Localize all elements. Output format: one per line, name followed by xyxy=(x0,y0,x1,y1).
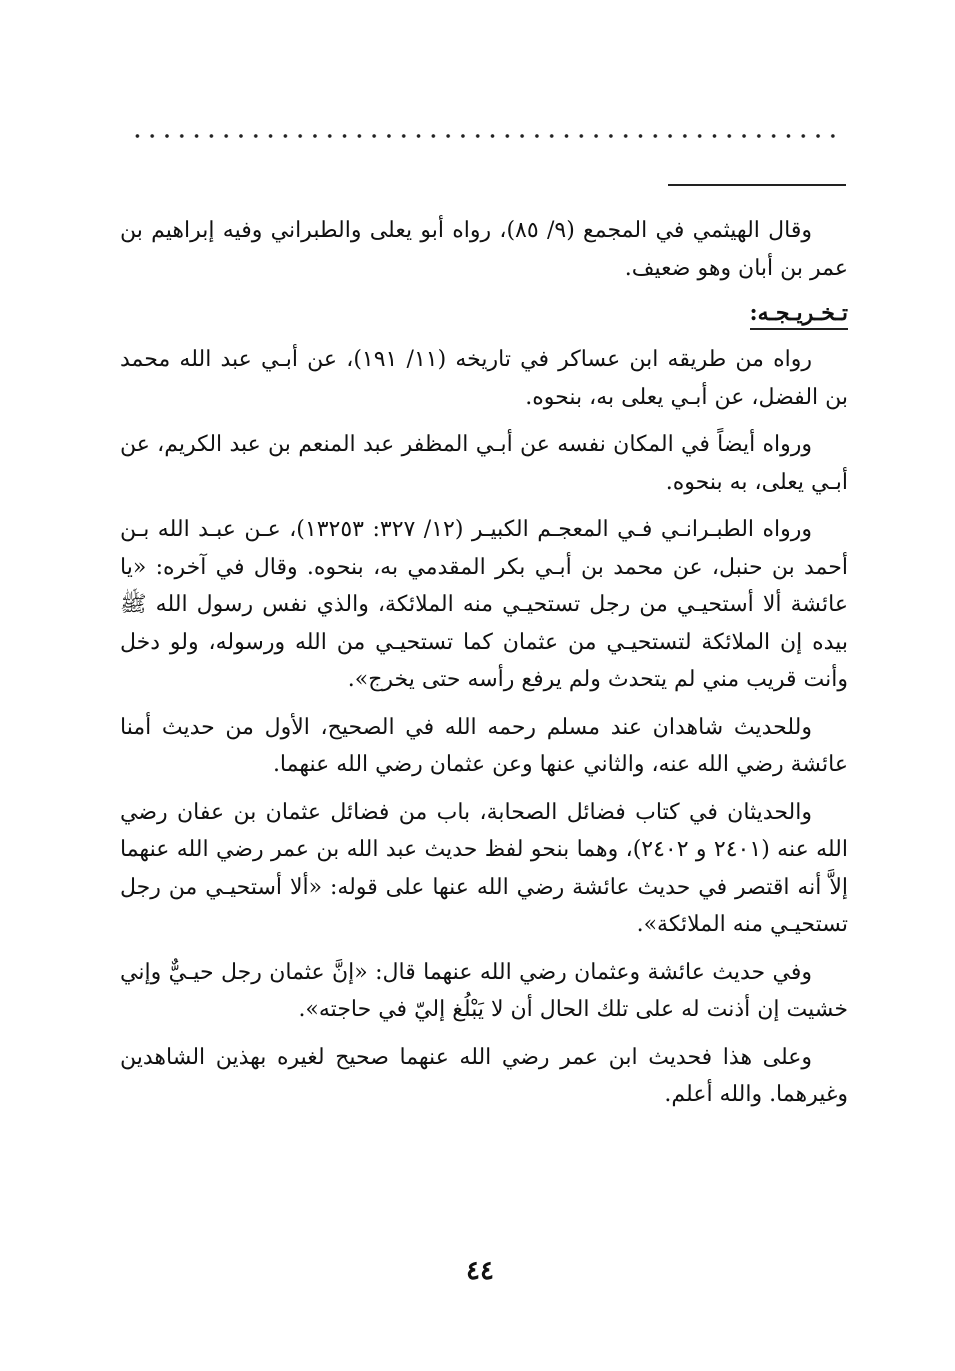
paragraph: وعلى هذا فحديث ابن عمر رضي الله عنهما صحيح لغيره بهذين الشاهدين وغيرهما. والله أعلم. xyxy=(120,1044,848,1107)
section-heading-text: تـخـريـجـه: xyxy=(750,300,848,330)
paragraph: رواه من طريقه ابن عساكر في تاريخه (١١/ ١٩١)، عن أبـي عبد الله محمد بن الفضل، عن أبـي يعلى به، بنحوه. xyxy=(120,347,848,410)
paragraph: ورواه أيضاً في المكان نفسه عن أبـي المظفر عبد المنعم بن عبد الكريم، عن أبـي يعلى، به بنحوه. xyxy=(120,432,848,495)
section-heading xyxy=(120,297,848,329)
paragraph: ورواه الطبـرانـي فـي المعجـم الكبيـر (١٢/ ٣٢٧: ١٣٢٥٣)، عـن عبـد الله بـن أحمد بن حنبل، عن محمد بن أبـي بكر المقدمي به، بنحوه. وقال في آخره: «يا عائشة ألا أستحيـي من رجل تستحيـي منه الملائكة، والذي نفس رسول الله ﷺ بيده إن الملائكة لتستحيـي من عثمان كما تستحيـي من الله ورسوله، ولو دخل وأنت قريب مني لم يتحدث ولم يرفع رأسه حتى يخرج». xyxy=(120,517,848,692)
footnote-paragraph: وقال الهيثمي في المجمع (٩/ ٨٥)، رواه أبو يعلى والطبراني وفيه إبراهيم بن عمر بن أبان وهو ضعيف. xyxy=(120,218,848,281)
paragraph: وللحديث شاهدان عند مسلم رحمه الله في الصحيح، الأول من حديث أمنا عائشة رضي الله عنه، والثاني عنها وعن عثمان رضي الله عنهما. xyxy=(120,714,848,777)
paragraph: وفي حديث عائشة وعثمان رضي الله عنهما قال: «إنَّ عثمان رجل حيـيٌّ وإني خشيت إن أذنت له على تلك الحال أن لا يَبْلُغ إليّ في حاجته». xyxy=(120,959,848,1022)
page-content xyxy=(120,212,848,1124)
dotted-separator xyxy=(130,133,842,139)
paragraph: والحديثان في كتاب فضائل الصحابة، باب من فضائل عثمان بن عفان رضي الله عنه (٢٤٠١ و ٢٤٠٢)، وهما بنحو لفظ حديث عبد الله بن عمر رضي الله عنهما إلاَّ أنه اقتصر في حديث عائشة رضي الله عنها على قوله: «ألا أستحيـي من رجل تستحيـي منه الملائكة». xyxy=(120,799,848,937)
page-number: ٤٤ xyxy=(466,1256,494,1286)
footnote-rule xyxy=(668,184,846,186)
